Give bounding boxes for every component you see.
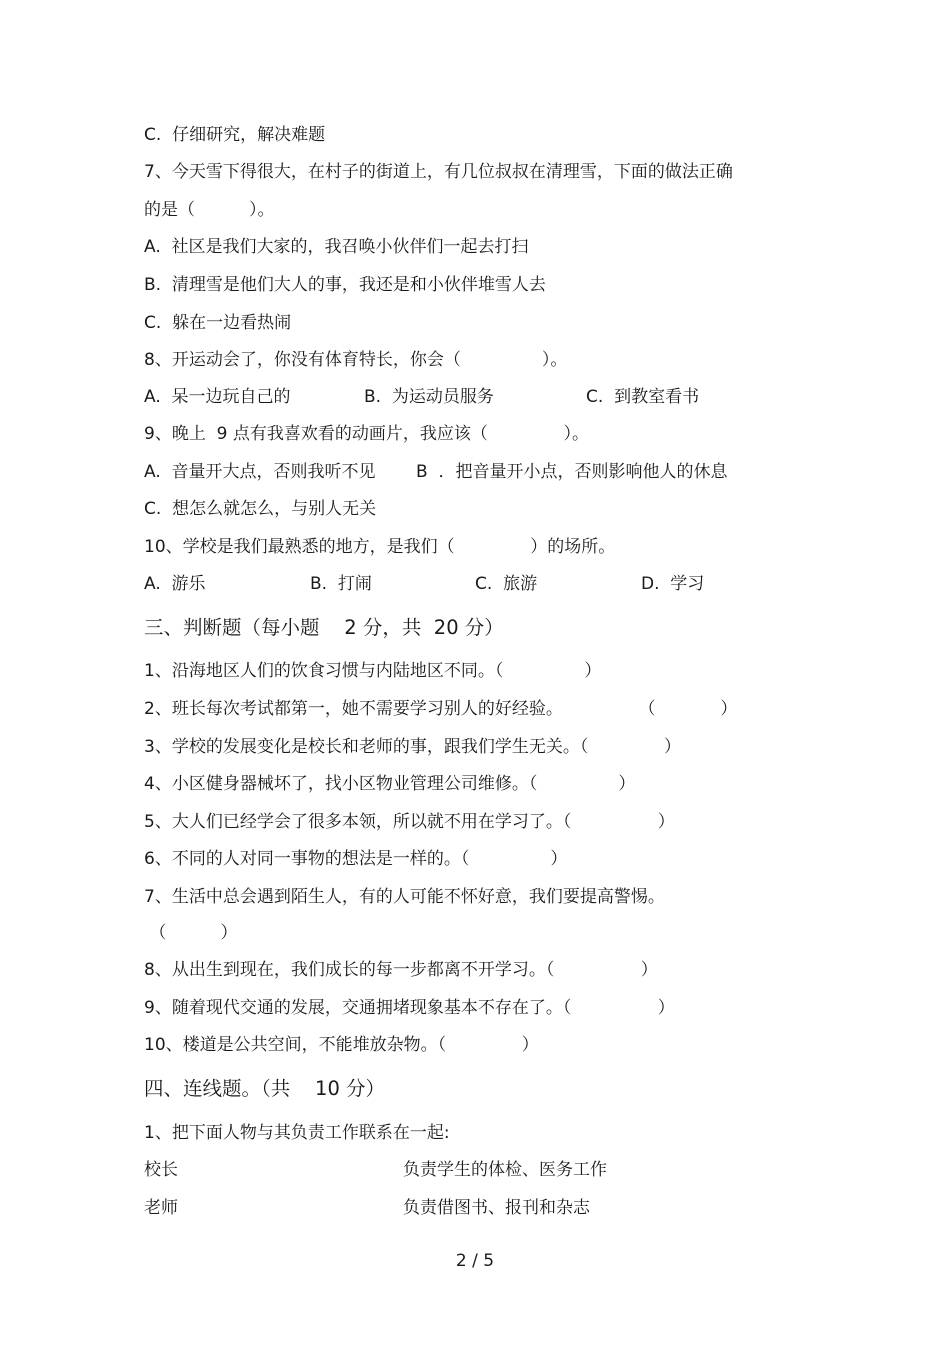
- q9-stem: 9、晚上 9 点有我喜欢看的动画片，我应该（ ）。: [144, 424, 589, 444]
- q7-stem-line1: 7、今天雪下得很大，在村子的街道上，有几位叔叔在清理雪，下面的做法正确: [144, 162, 733, 182]
- match-left-1: 校长: [144, 1160, 178, 1180]
- page-number: 2 / 5: [455, 1251, 495, 1271]
- judge-item-2: 2、班长每次考试都第一，她不需要学习别人的好经验。 （ ）: [144, 699, 738, 719]
- q7-option-a: A. 社区是我们大家的，我召唤小伙伴们一起去打扫: [144, 237, 529, 257]
- q8-option-b: B. 为运动员服务: [364, 387, 494, 407]
- q8-stem: 8、开运动会了，你没有体育特长，你会（ ）。: [144, 350, 568, 370]
- q10-option-b: B. 打闹: [310, 574, 372, 594]
- match-right-1: 负责学生的体检、医务工作: [403, 1160, 607, 1180]
- q8-option-c: C. 到教室看书: [586, 387, 700, 407]
- q8-option-a: A. 呆一边玩自己的: [144, 387, 291, 407]
- judge-item-7-answer: （ ）: [144, 923, 238, 943]
- q9-option-a: A. 音量开大点，否则我听不见: [144, 462, 376, 482]
- match-left-2: 老师: [144, 1198, 178, 1218]
- match-right-2: 负责借图书、报刊和杂志: [403, 1198, 590, 1218]
- judge-item-8: 8、从出生到现在，我们成长的每一步都离不开学习。（ ）: [144, 960, 658, 980]
- judge-item-9: 9、随着现代交通的发展，交通拥堵现象基本不存在了。（ ）: [144, 998, 675, 1018]
- judge-item-10: 10、楼道是公共空间，不能堆放杂物。（ ）: [144, 1035, 539, 1055]
- judge-item-6: 6、不同的人对同一事物的想法是一样的。（ ）: [144, 849, 568, 869]
- judge-item-4: 4、小区健身器械坏了，找小区物业管理公司维修。（ ）: [144, 774, 636, 794]
- q10-stem: 10、学校是我们最熟悉的地方，是我们（ ）的场所。: [144, 537, 616, 557]
- q9-option-b: B ．把音量开小点，否则影响他人的休息: [416, 462, 728, 482]
- section3-heading: 三、判断题（每小题 2 分，共 20 分）: [144, 616, 504, 639]
- q9-option-c: C. 想怎么就怎么，与别人无关: [144, 499, 377, 519]
- q7-stem-line2: 的是（ ）。: [144, 200, 275, 220]
- judge-item-3: 3、学校的发展变化是校长和老师的事，跟我们学生无关。（ ）: [144, 737, 681, 757]
- q7-option-b: B. 清理雪是他们大人的事，我还是和小伙伴堆雪人去: [144, 275, 546, 295]
- judge-item-5: 5、大人们已经学会了很多本领，所以就不用在学习了。（ ）: [144, 812, 675, 832]
- section4-heading: 四、连线题。（共 10 分）: [144, 1077, 386, 1100]
- judge-item-1: 1、沿海地区人们的饮食习惯与内陆地区不同。（ ）: [144, 661, 602, 681]
- match-q1-stem: 1、把下面人物与其负责工作联系在一起:: [144, 1123, 450, 1143]
- q10-option-a: A. 游乐: [144, 574, 206, 594]
- q6-option-c: C. 仔细研究，解决难题: [144, 125, 326, 145]
- q10-option-c: C. 旅游: [475, 574, 538, 594]
- q10-option-d: D. 学习: [641, 574, 705, 594]
- judge-item-7: 7、生活中总会遇到陌生人，有的人可能不怀好意，我们要提高警惕。: [144, 887, 665, 907]
- q7-option-c: C. 躲在一边看热闹: [144, 313, 292, 333]
